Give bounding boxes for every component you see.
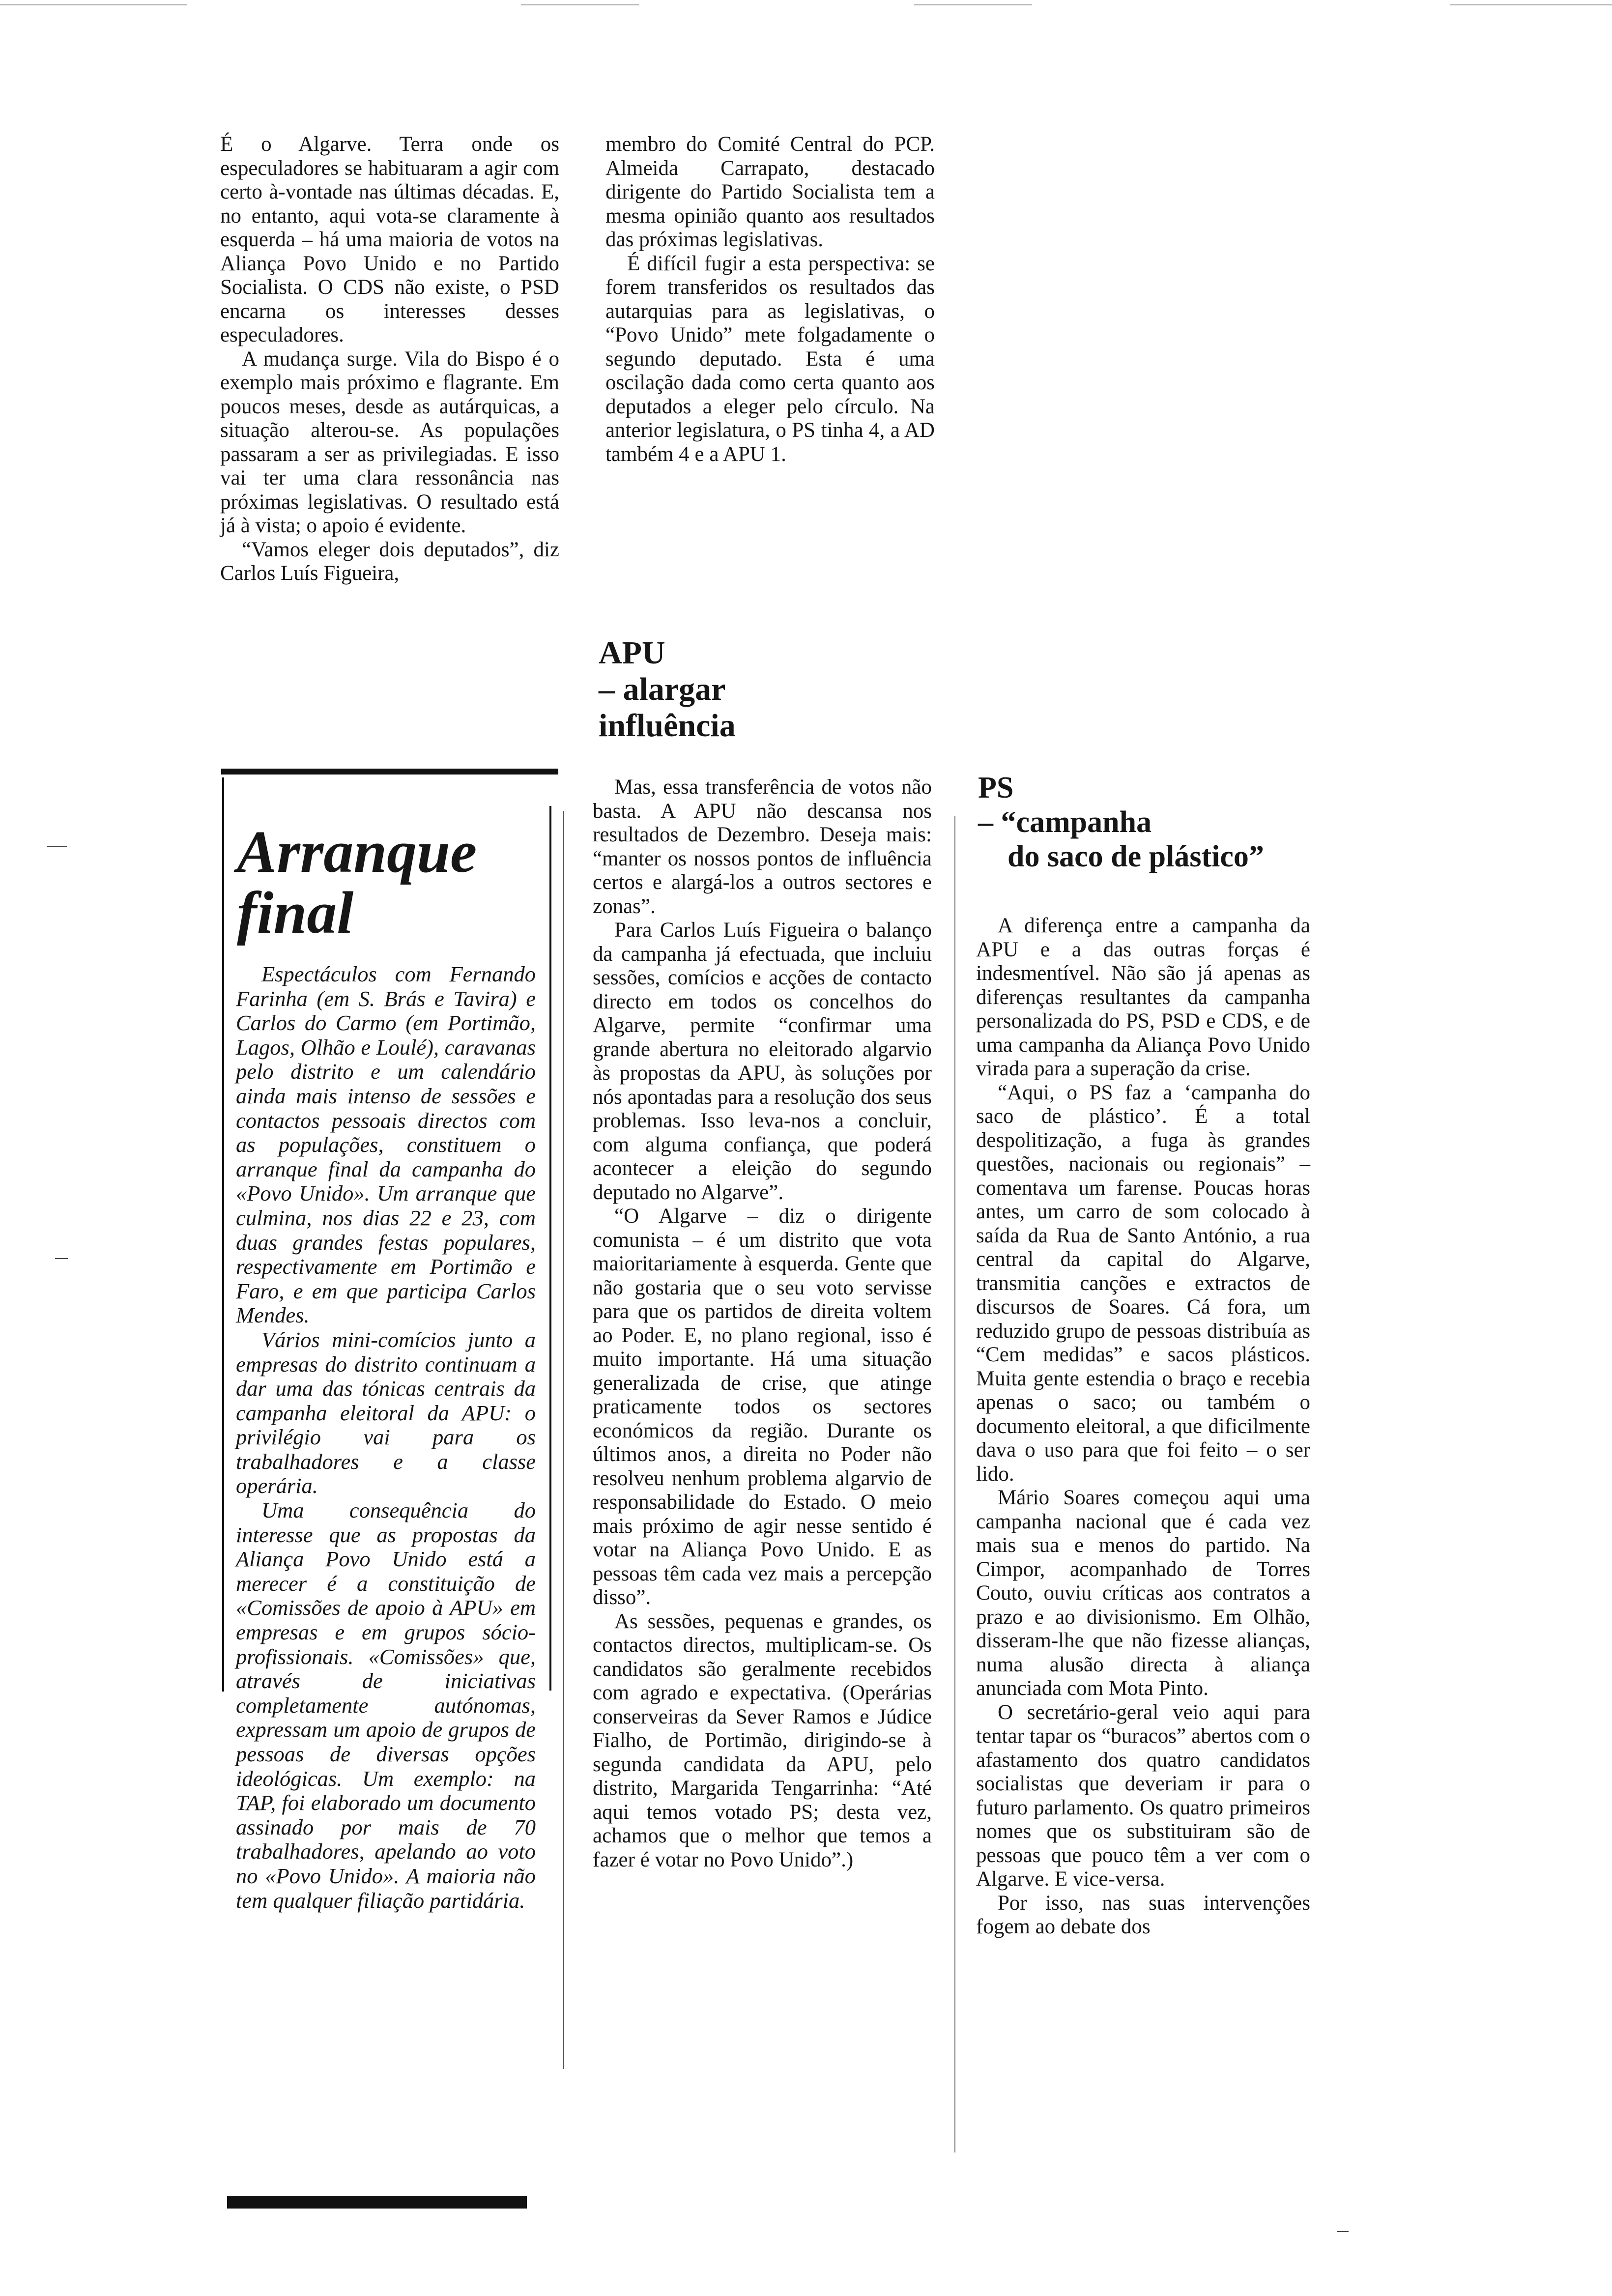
ps-paragraph: “Aqui, o PS faz a ‘campanha do saco de plástico’. É a total despolitização, a fuga às grandes questões, nacionais ou regionais” – comentava um farense. Poucas horas antes, um carro de som colocado à saída da Rua de Santo António, a rua central da capital do Algarve, transmitia canções e extractos de discursos de Soares. Cá fora, um reduzido grupo de pessoas distribuía as “Cem medidas” e sacos plásticos. Muita gente estendia o braço e recebia apenas o saco; ou também o documento eleitoral, a que dificilmente dava o uso para que foi feito – o ser lido.: [976, 1081, 1310, 1486]
apu-column: [593, 775, 932, 1872]
ps-section-subtitle: do saco de plástico”: [1008, 840, 1264, 873]
sidebar-title-line: Arranque: [237, 819, 477, 885]
apu-paragraph: “O Algarve – diz o dirigente comunista – é um distrito que vota maioritariamente à esquerda. Gente que não gostaria que o seu voto servisse para que os partidos de direita voltem ao Poder. E, no plano regional, isso é muito importante. Há uma situação generalizada de crise, que atinge praticamente todos os sectores económicos da região. Durante os últimos anos, a direita no Poder não resolveu nenhum problema algarvio de responsabilidade do Estado. O meio mais próximo de agir nesse sentido é votar na Aliança Povo Unido. E as pessoas têm cada vez mais a percepção disso”.: [593, 1205, 932, 1609]
top-border-line: [521, 4, 639, 5]
intro-paragraph: “Vamos eleger dois deputados”, diz Carlos Luís Figueira,: [220, 538, 559, 585]
apu-section-header: [599, 635, 913, 744]
sidebar-paragraph: Espectáculos com Fernando Farinha (em S. Brás e Tavira) e Carlos do Carmo (em Portimão, Lagos, Olhão e Loulé), caravanas pelo distrito e um calendário ainda mais intenso de sessões e contactos pessoais directos com as populações, constituem o arranque final da campanha do «Povo Unido». Um arranque que culmina, nos dias 22 e 23, com duas grandes festas populares, respectivamente em Portimão e Faro, e em que participa Carlos Mendes.: [236, 962, 536, 1328]
apu-paragraph: Para Carlos Luís Figueira o balanço da campanha já efectuada, que incluiu sessões, comícios e acções de contacto directo em todos os concelhos do Algarve, permite “confirmar uma grande abertura no eleitorado algarvio às propostas da APU, às soluções por nós apontadas para a resolução dos seus problemas. Isso leva-nos a concluir, com alguma confiança, que poderá acontecer a eleição do segundo deputado no Algarve”.: [593, 918, 932, 1204]
sidebar-paragraph: Uma consequência do interesse que as propostas da Aliança Povo Unido está a merecer é a constituição de «Comissões de apoio à APU» em empresas e em grupos sócio-profissionais. «Comissões» que, através de iniciativas completamente autónomas, expressam um apoio de grupos de pessoas de diversas opções ideológicas. Um exemplo: na TAP, foi elaborado um documento assinado por mais de 70 trabalhadores, apelando ao voto no «Povo Unido». A maioria não tem qualquer filiação partidária.: [236, 1498, 536, 1913]
ps-section-subtitle: – “campanha: [978, 805, 1152, 839]
intro-paragraph: É o Algarve. Terra onde os especuladores se habituaram a agir com certo à-vontade nas últimas décadas. E, no entanto, aqui vota-se claramente à esquerda – há uma maioria de votos na Aliança Povo Unido e no Partido Socialista. O CDS não existe, o PSD encarna os interesses desses especuladores.: [220, 133, 559, 346]
apu-section-title: APU: [599, 635, 665, 671]
top-border-line: [914, 4, 1032, 5]
sidebar-paragraph: Vários mini-comícios junto a empresas do distrito continuam a dar uma das tónicas centrais da campanha eleitoral da APU: o privilégio vai para os trabalhadores e a classe operária.: [236, 1327, 536, 1498]
ps-paragraph: O secretário-geral veio aqui para tentar tapar os “buracos” abertos com o afastamento dos quatro candidatos socialistas que deveriam ir para o futuro parlamento. Os quatro primeiros nomes que os substituiram são de pessoas que pouco têm a ver com o Algarve. E vice-versa.: [976, 1700, 1310, 1891]
sidebar-top-rule: [221, 769, 558, 775]
ps-paragraph: Mário Soares começou aqui uma campanha nacional que é cada vez mais sua e menos do partido. Na Cimpor, acompanhado de Torres Couto, ouviu críticas aos contratos a prazo e ao divisionismo. Em Olhão, disseram-lhe que não fizesse alianças, numa alusão directa à aliança anunciada com Mota Pinto.: [976, 1486, 1310, 1700]
apu-paragraph: As sessões, pequenas e grandes, os contactos directos, multiplicam-se. Os candidatos são geralmente recebidos com agrado e expectativa. (Operárias conserveiras da Sever Ramos e Júdice Fialho, de Portimão, dirigindo-se à segunda candidata da APU, pelo distrito, Margarida Tengarrinha: “Até aqui temos votado PS; desta vez, achamos que o melhor que temos a fazer é votar no Povo Unido”.): [593, 1609, 932, 1871]
top-border-line: [0, 4, 187, 5]
ps-section-header: [978, 771, 1322, 874]
column-separator: [954, 816, 955, 2152]
sidebar-right-border: [549, 806, 551, 1691]
ps-section-title: PS: [978, 771, 1014, 804]
apu-paragraph: Mas, essa transferência de votos não basta. A APU não descansa nos resultados de Dezembro. Deseja mais: “manter os nossos pontos de influência certos e alargá-los a outros sectores e zonas”.: [593, 775, 932, 918]
sidebar-body: [236, 962, 536, 1913]
intro-paragraph: membro do Comité Central do PCP. Almeida Carrapato, destacado dirigente do Partido Socialista tem a mesma opinião quanto aos resultados das próximas legislativas.: [605, 133, 935, 251]
ps-paragraph: Por isso, nas suas intervenções fogem ao debate dos: [976, 1891, 1310, 1938]
sidebar-title: [237, 819, 532, 946]
ps-paragraph: A diferença entre a campanha da APU e a das outras forças é indesmentível. Não são já apenas as diferenças resultantes da campanha personalizada do PS, PSD e CDS, e de uma campanha da Aliança Povo Unido virada para a superação da crise.: [976, 914, 1310, 1080]
intro-column-2: [605, 133, 935, 466]
ps-column: [976, 914, 1310, 1939]
sidebar-bottom-rule: [227, 2196, 527, 2209]
sidebar-left-border: [222, 777, 224, 1692]
sidebar-title-line: final: [237, 880, 354, 946]
intro-paragraph: A mudança surge. Vila do Bispo é o exemplo mais próximo e flagrante. Em poucos meses, desde as autárquicas, a situação alterou-se. As populações passaram a ser as privilegiadas. E isso vai ter uma clara ressonância nas próximas legislativas. O resultado está já à vista; o apoio é evidente.: [220, 347, 559, 537]
scan-speck: [1337, 2231, 1349, 2232]
apu-section-subtitle: – alargar influência: [599, 671, 736, 744]
scan-speck: [55, 1258, 68, 1259]
column-separator: [563, 811, 564, 2069]
top-border-line: [1450, 4, 1612, 5]
intro-column-1: [220, 133, 559, 586]
scan-speck: [47, 846, 67, 847]
intro-paragraph: É difícil fugir a esta perspectiva: se forem transferidos os resultados das autarquias para as legislativas, o “Povo Unido” mete folgadamente o segundo deputado. Esta é uma oscilação dada como certa quanto aos deputados a eleger pelo círculo. Na anterior legislatura, o PS tinha 4, a AD também 4 e a APU 1.: [605, 252, 935, 466]
